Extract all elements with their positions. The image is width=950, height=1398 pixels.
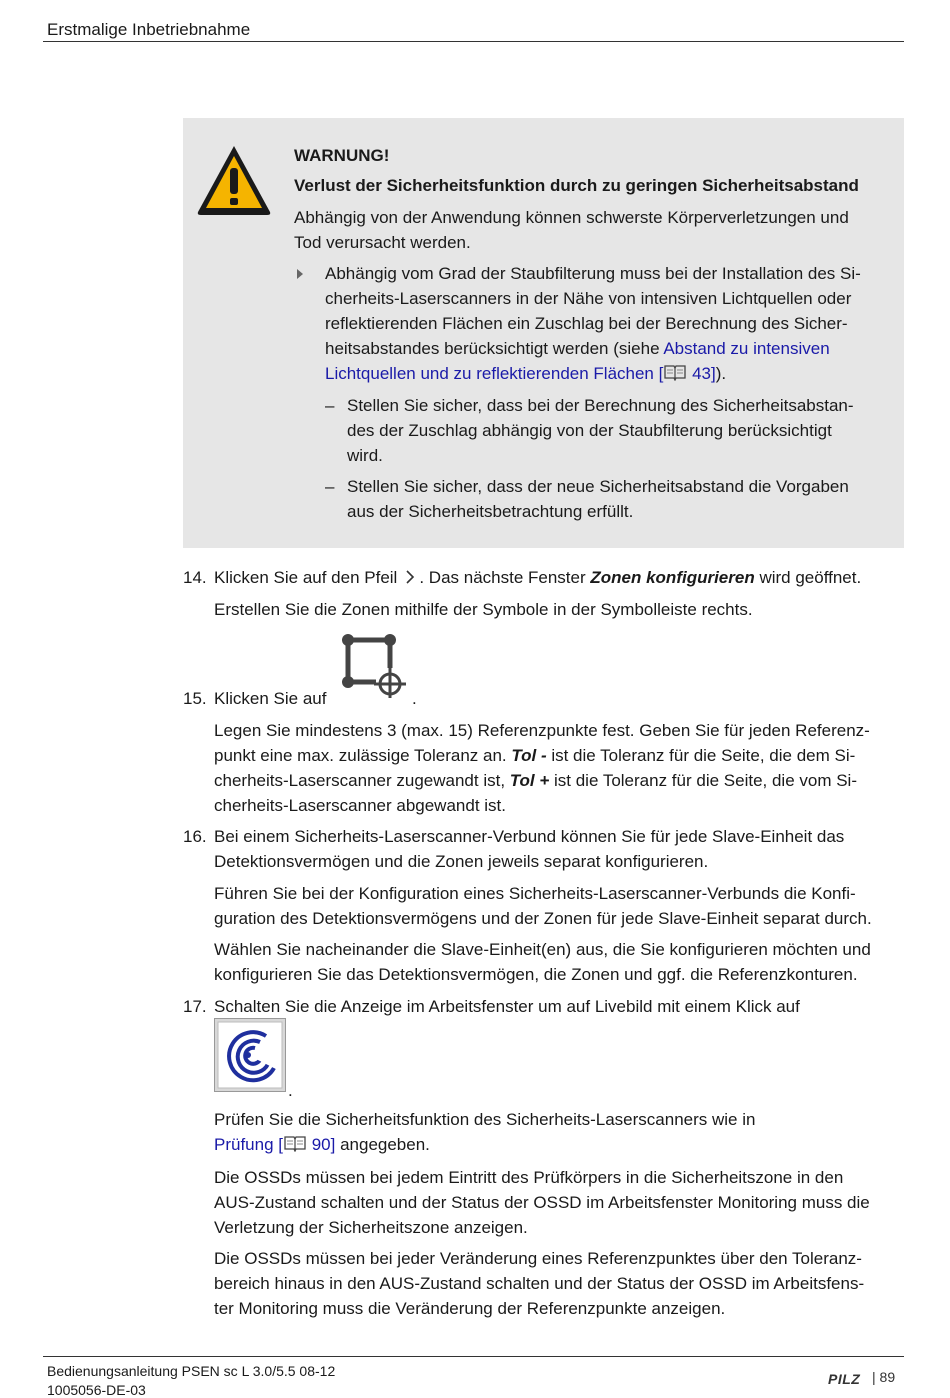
step-17-line: Verletzung der Sicherheitszone anzeigen.: [214, 1218, 528, 1237]
step-16-line: Detektionsvermögen und die Zonen jeweils separat konfigurieren.: [214, 852, 709, 871]
distance-link[interactable]: Abstand zu intensiven: [663, 339, 830, 358]
warning-bullet-line: cherheits-Laserscanners in der Nähe von intensiven Lichtquellen oder: [325, 289, 852, 308]
step-15-text: Klicken Sie auf: [214, 689, 327, 708]
step-14-text: [214, 565, 904, 590]
step-15-period: .: [412, 689, 417, 708]
paragraph-text: punkt eine max. zulässige Toleranz an.: [214, 746, 512, 765]
step-17-period: .: [288, 1081, 293, 1100]
triangle-pointer-icon: [296, 268, 304, 280]
step-15-paragraph-line: cherheits-Laserscanner abgewandt ist.: [214, 796, 506, 815]
chevron-right-icon[interactable]: [405, 570, 415, 584]
bullet-text: ).: [715, 364, 727, 383]
warning-bullet-line: Abhängig vom Grad der Staubfilterung muss bei der Installation des Si-: [325, 264, 861, 283]
warning-subheading: Verlust der Sicherheitsfunktion durch zu geringen Sicherheitsabstand: [294, 176, 859, 195]
step-16-line: Wählen Sie nacheinander die Slave-Einheit(en) aus, die Sie konfigurieren möchten und: [214, 940, 871, 959]
dash-item-line: Stellen Sie sicher, dass bei der Berechnung des Sicherheitsabstan-: [347, 396, 854, 415]
pruefung-link[interactable]: [214, 1135, 335, 1154]
step-text: angegeben.: [335, 1135, 430, 1154]
step-16-line: konfigurieren Sie das Detektionsvermögen, die Zonen und ggf. die Referenzkonturen.: [214, 965, 858, 984]
bullet-text: heitsabstandes berücksichtigt werden (siehe: [325, 339, 664, 358]
step-16-line: guration des Detektionsvermögens und der Zonen für jede Slave-Einheit separat durch.: [214, 909, 872, 928]
step-number: 17.: [183, 997, 207, 1016]
step-15-paragraph-line: [214, 768, 904, 793]
distance-link-continued[interactable]: [325, 364, 716, 383]
step-number: 14.: [183, 568, 207, 587]
paragraph-text: cherheits-Laserscanner zugewandt ist,: [214, 771, 510, 790]
warning-heading: WARNUNG!: [294, 146, 390, 165]
link-text: Lichtquellen und zu reflektierenden Flächen [: [325, 364, 664, 383]
window-name: Zonen konfigurieren: [590, 568, 755, 587]
pilz-logo: PILZ: [828, 1371, 861, 1387]
link-text: Prüfung [: [214, 1135, 283, 1154]
step-17-check-line: Prüfen Sie die Sicherheitsfunktion des Sicherheits-Laserscanners wie in: [214, 1110, 756, 1129]
warning-bullet-line: reflektierenden Flächen ein Zuschlag bei der Berechnung des Sicher-: [325, 314, 848, 333]
dash-marker: –: [325, 477, 335, 496]
step-number: 16.: [183, 827, 207, 846]
book-icon: [663, 363, 687, 381]
step-17-line: Die OSSDs müssen bei jedem Eintritt des Prüfkörpers in die Sicherheitszone in den: [214, 1168, 844, 1187]
step-16-line: Führen Sie bei der Konfiguration eines Sicherheits-Laserscanner-Verbunds die Konfi-: [214, 884, 856, 903]
footer-divider: [43, 1356, 904, 1357]
header-divider: [43, 41, 904, 42]
step-17-line: AUS-Zustand schalten und der Status der OSSD im Arbeitsfenster Monitoring muss die: [214, 1193, 870, 1212]
warning-intro-line: Abhängig von der Anwendung können schwerste Körperverletzungen und: [294, 208, 849, 227]
dash-marker: –: [325, 396, 335, 415]
step-17-line: Die OSSDs müssen bei jeder Veränderung eines Referenzpunktes über den Toleranz-: [214, 1249, 862, 1268]
step-17-line: ter Monitoring muss die Veränderung der Referenzpunkte anzeigen.: [214, 1299, 726, 1318]
step-text: . Das nächste Fenster: [419, 568, 591, 587]
dash-item-line: aus der Sicherheitsbetrachtung erfüllt.: [347, 502, 634, 521]
paragraph-text: ist die Toleranz für die Seite, die dem Si-: [546, 746, 856, 765]
step-17-text: Schalten Sie die Anzeige im Arbeitsfenster um auf Livebild mit einem Klick auf: [214, 997, 800, 1016]
book-icon: [283, 1134, 307, 1152]
footer-document-title: Bedienungsanleitung PSEN sc L 3.0/5.5 08-12: [47, 1363, 336, 1379]
step-text: wird geöffnet.: [754, 568, 862, 587]
step-number: 15.: [183, 689, 207, 708]
page-ref: 90]: [307, 1135, 336, 1154]
warning-bullet-line: [325, 336, 895, 361]
page-ref: 43]: [687, 364, 716, 383]
live-view-scanner-icon[interactable]: [214, 1018, 286, 1092]
page-header-title: Erstmalige Inbetriebnahme: [47, 20, 251, 39]
step-17-line: bereich hinaus in den AUS-Zustand schalten und der Status der OSSD im Arbeitsfens-: [214, 1274, 865, 1293]
warning-bullet-line: [325, 361, 895, 386]
step-15-paragraph-line: [214, 743, 904, 768]
dash-item-line: wird.: [347, 446, 383, 465]
step-16-line: Bei einem Sicherheits-Laserscanner-Verbund können Sie für jede Slave-Einheit das: [214, 827, 845, 846]
warning-triangle-icon: [195, 142, 273, 218]
step-14-subtext: Erstellen Sie die Zonen mithilfe der Symbole in der Symbolleiste rechts.: [214, 600, 753, 619]
step-text: Klicken Sie auf den Pfeil: [214, 568, 398, 587]
warning-intro-line: Tod verursacht werden.: [294, 233, 471, 252]
tol-minus-term: Tol -: [511, 746, 547, 765]
dash-item-line: des der Zuschlag abhängig von der Staubfilterung berücksichtigt: [347, 421, 832, 440]
step-17-check-line: [214, 1132, 904, 1157]
page-number: | 89: [872, 1369, 896, 1385]
paragraph-text: ist die Toleranz für die Seite, die vom Si-: [549, 771, 857, 790]
footer-document-number: 1005056-DE-03: [47, 1382, 146, 1398]
dash-item-line: Stellen Sie sicher, dass der neue Sicherheitsabstand die Vorgaben: [347, 477, 849, 496]
step-15-paragraph-line: Legen Sie mindestens 3 (max. 15) Referenzpunkte fest. Geben Sie für jeden Referenz-: [214, 721, 870, 740]
tol-plus-term: Tol +: [509, 771, 550, 790]
